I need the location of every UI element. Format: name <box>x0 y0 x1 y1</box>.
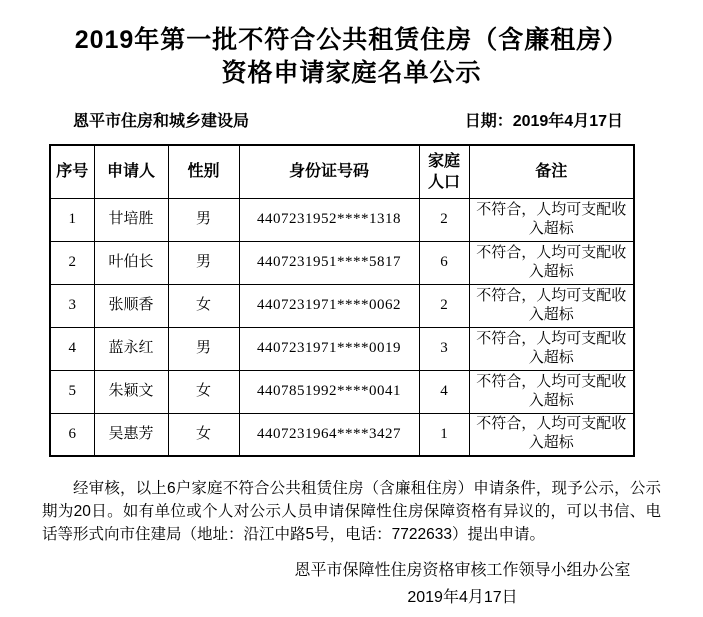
cell-seq: 1 <box>50 198 94 241</box>
col-header-id-number: 身份证号码 <box>239 145 419 198</box>
col-header-remark: 备注 <box>469 145 634 198</box>
cell-family-size: 4 <box>419 370 469 413</box>
cell-gender: 男 <box>168 327 239 370</box>
issue-date: 日期：2019年4月17日 <box>464 113 623 130</box>
cell-seq: 3 <box>50 284 94 327</box>
table-row <box>50 413 634 456</box>
cell-seq: 2 <box>50 241 94 284</box>
col-header-seq: 序号 <box>50 145 94 198</box>
cell-id-number: 4407231971****0062 <box>239 284 419 327</box>
cell-gender: 男 <box>168 198 239 241</box>
cell-seq: 5 <box>50 370 94 413</box>
cell-family-size: 1 <box>419 413 469 456</box>
cell-family-size: 2 <box>419 284 469 327</box>
cell-seq: 6 <box>50 413 94 456</box>
table-row <box>50 370 634 413</box>
cell-remark: 不符合，人均可支配收入超标 <box>469 413 634 456</box>
document-title <box>0 0 703 90</box>
cell-applicant: 叶伯长 <box>94 241 168 284</box>
cell-gender: 女 <box>168 284 239 327</box>
document-title-line2: 资格申请家庭名单公示 <box>221 59 482 87</box>
col-header-applicant: 申请人 <box>94 145 168 198</box>
cell-applicant: 甘培胜 <box>94 198 168 241</box>
table-row <box>50 241 634 284</box>
applicant-table <box>49 144 635 457</box>
col-header-gender: 性别 <box>168 145 239 198</box>
table-row <box>50 284 634 327</box>
table-row <box>50 327 634 370</box>
cell-family-size: 6 <box>419 241 469 284</box>
cell-applicant: 张顺香 <box>94 284 168 327</box>
cell-gender: 女 <box>168 413 239 456</box>
cell-id-number: 4407231971****0019 <box>239 327 419 370</box>
cell-remark: 不符合，人均可支配收入超标 <box>469 198 634 241</box>
table-row <box>50 198 634 241</box>
cell-remark: 不符合，人均可支配收入超标 <box>469 370 634 413</box>
signature-date: 2019年4月17日 <box>407 589 518 606</box>
cell-seq: 4 <box>50 327 94 370</box>
cell-gender: 女 <box>168 370 239 413</box>
signature-block <box>290 557 635 611</box>
issuing-department: 恩平市住房和城乡建设局 <box>73 113 250 130</box>
cell-remark: 不符合，人均可支配收入超标 <box>469 284 634 327</box>
cell-id-number: 4407231951****5817 <box>239 241 419 284</box>
cell-gender: 男 <box>168 241 239 284</box>
cell-family-size: 3 <box>419 327 469 370</box>
cell-applicant: 蓝永红 <box>94 327 168 370</box>
document-title-line1: 2019年第一批不符合公共租赁住房（含廉租房） <box>74 26 629 54</box>
cell-remark: 不符合，人均可支配收入超标 <box>469 241 634 284</box>
cell-id-number: 4407231964****3427 <box>239 413 419 456</box>
signature-office: 恩平市保障性住房资格审核工作领导小组办公室 <box>294 562 631 579</box>
cell-id-number: 4407231952****1318 <box>239 198 419 241</box>
table-header-row <box>50 145 634 198</box>
cell-id-number: 4407851992****0041 <box>239 370 419 413</box>
cell-applicant: 朱颖文 <box>94 370 168 413</box>
cell-remark: 不符合，人均可支配收入超标 <box>469 327 634 370</box>
cell-applicant: 吴惠芳 <box>94 413 168 456</box>
col-header-family-size: 家庭人口 <box>419 145 469 198</box>
info-row <box>0 108 703 131</box>
notice-paragraph: 经审核，以上6户家庭不符合公共租赁住房（含廉租住房）申请条件，现予公示，公示期为20日。如有单位或个人对公示人员申请保障性住房保障资格有异议的，可以书信、电话等形式向市住建局（地址：沿江中路5号，电话：7722633）提出申请。 <box>42 480 661 543</box>
cell-family-size: 2 <box>419 198 469 241</box>
